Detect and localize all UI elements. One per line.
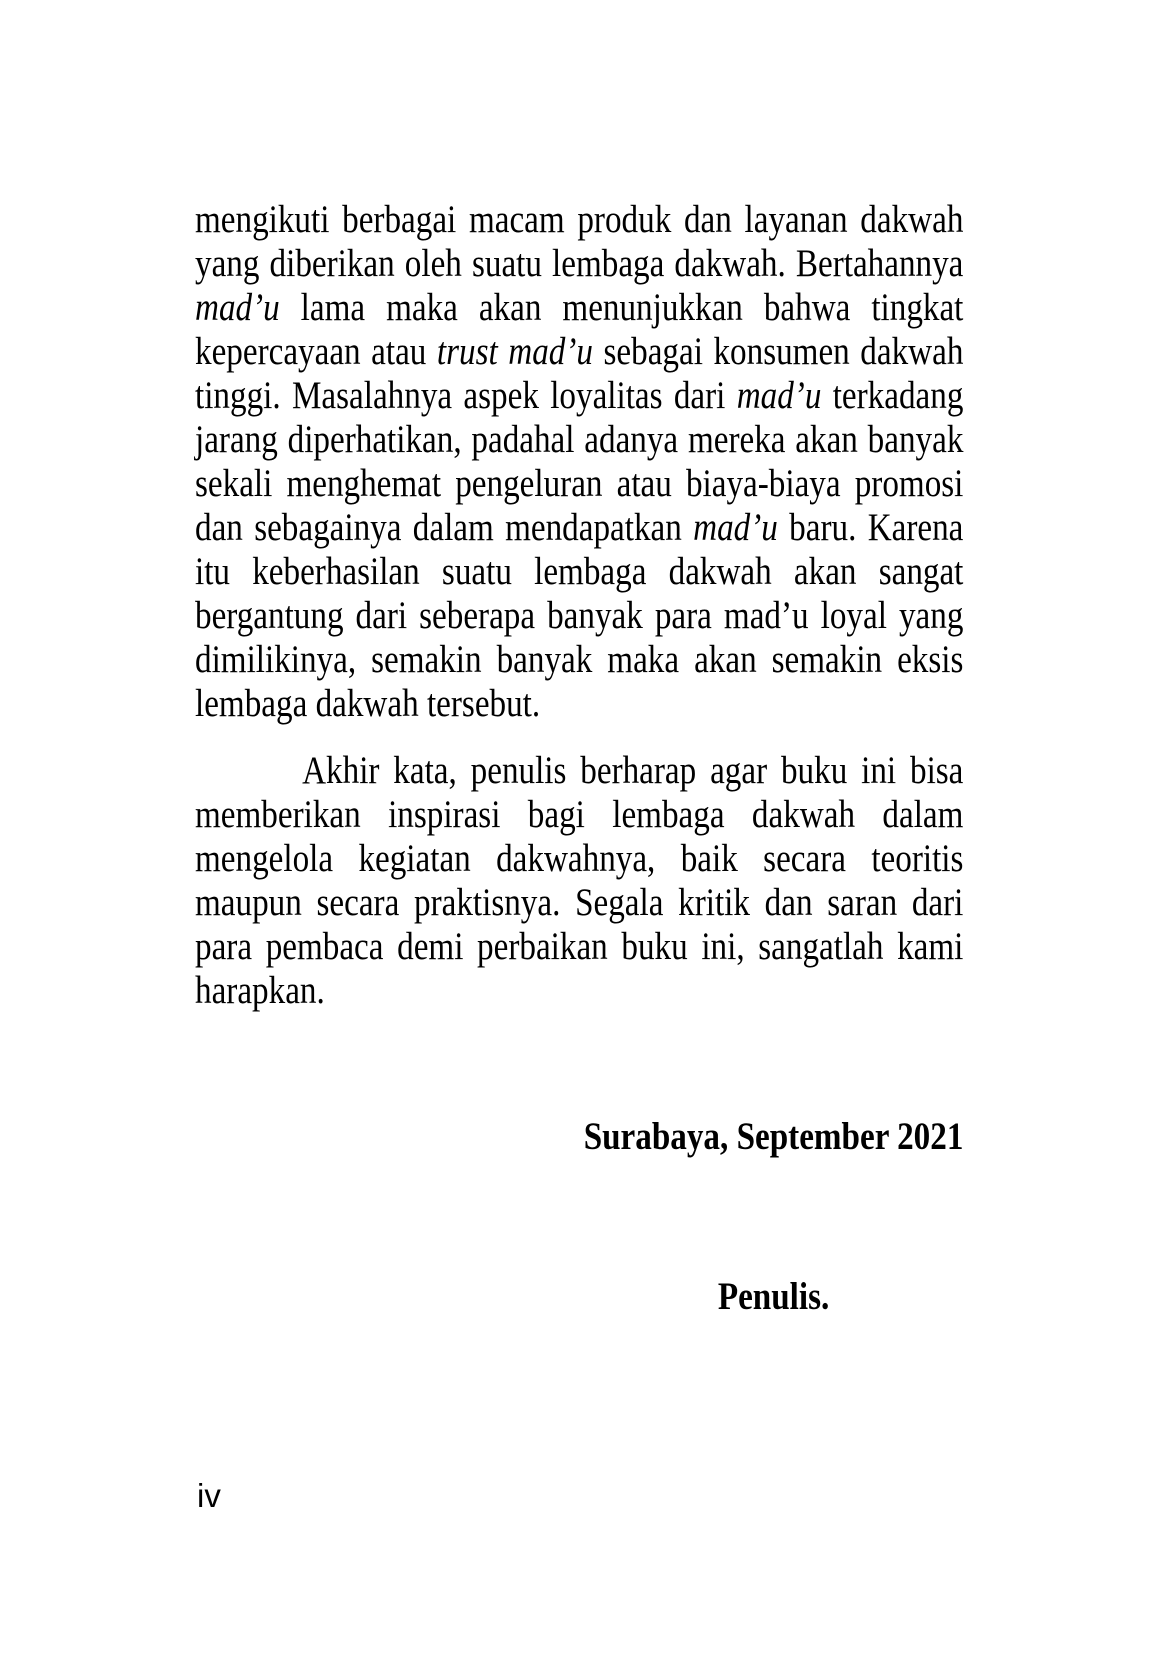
text-line: mengikuti berbagai macam produk dan layanan dakwah bbox=[195, 198, 964, 241]
text-line: dan sebagainya dalam mendapatkan mad’u baru. Karena bbox=[195, 506, 964, 549]
text-line: yang diberikan oleh suatu lembaga dakwah. Bertahannya bbox=[195, 242, 964, 285]
text-line: memberikan inspirasi bagi lembaga dakwah dalam bbox=[195, 793, 964, 836]
signature-place-date: Surabaya, September 2021 bbox=[583, 1115, 964, 1158]
text-line: itu keberhasilan suatu lembaga dakwah akan sangat bbox=[195, 550, 964, 593]
text-line: dimilikinya, semakin banyak maka akan semakin eksis bbox=[195, 638, 964, 681]
text-line: para pembaca demi perbaikan buku ini, sangatlah kami bbox=[195, 925, 964, 968]
text-line: bergantung dari seberapa banyak para mad’u loyal yang bbox=[195, 594, 964, 637]
italic-term: mad’u bbox=[693, 506, 778, 549]
italic-term: mad’u bbox=[736, 374, 822, 417]
body-text bbox=[195, 198, 963, 1319]
paragraphs bbox=[195, 198, 963, 1013]
signature-author: Penulis. bbox=[717, 1275, 830, 1318]
text-line: mengelola kegiatan dakwahnya, baik secara teoritis bbox=[195, 837, 964, 880]
text-line: mad’u lama maka akan menunjukkan bahwa tingkat bbox=[195, 286, 964, 329]
paragraph-2 bbox=[195, 749, 963, 1013]
text-line: Akhir kata, penulis berharap agar buku ini bisa bbox=[302, 749, 964, 792]
text-line: kepercayaan atau trust mad’u sebagai konsumen dakwah bbox=[195, 330, 964, 373]
italic-term: mad’u bbox=[195, 286, 280, 329]
text-line: harapkan. bbox=[195, 969, 325, 1012]
italic-term: trust mad’u bbox=[436, 330, 593, 373]
text-line: lembaga dakwah tersebut. bbox=[195, 682, 541, 725]
signature-block bbox=[584, 1115, 964, 1319]
paragraph-1 bbox=[195, 198, 963, 726]
text-line: sekali menghemat pengeluran atau biaya-biaya promosi bbox=[195, 462, 964, 505]
text-line: maupun secara praktisnya. Segala kritik dan saran dari bbox=[195, 881, 964, 924]
text-line: jarang diperhatikan, padahal adanya mereka akan banyak bbox=[195, 418, 964, 461]
page-number: iv bbox=[197, 1477, 221, 1514]
text-line: tinggi. Masalahnya aspek loyalitas dari mad’u terkadang bbox=[195, 374, 964, 417]
